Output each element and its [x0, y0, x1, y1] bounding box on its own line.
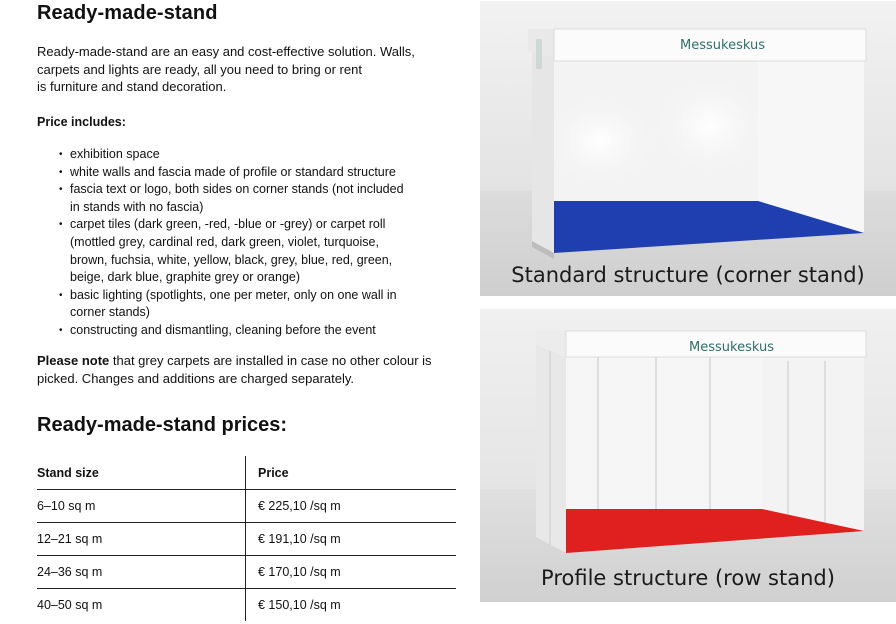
list-item-line: corner stands)	[70, 305, 150, 320]
price-includes-heading: Price includes:	[37, 115, 126, 129]
fascia-text: Messukeskus	[689, 340, 774, 355]
cell-price: € 150,10 /sq m	[246, 589, 457, 622]
standard-structure-image	[480, 1, 896, 296]
note-rest: that grey carpets are installed in case no other colour is	[109, 353, 432, 368]
profile-structure-image	[480, 309, 896, 602]
intro-paragraph	[37, 43, 452, 96]
cell-price: € 191,10 /sq m	[246, 523, 457, 556]
cell-price: € 170,10 /sq m	[246, 556, 457, 589]
list-item-line: (mottled grey, cardinal red, dark green, violet, turquoise,	[70, 234, 379, 249]
column-header-price: Price	[246, 456, 457, 490]
list-item-line: beige, dark blue, graphite grey or orange)	[70, 270, 301, 285]
list-item	[70, 216, 470, 286]
cell-price: € 225,10 /sq m	[246, 490, 457, 523]
list-item	[70, 181, 470, 216]
list-item	[70, 146, 470, 164]
list-item-line: in stands with no fascia)	[70, 199, 204, 214]
list-item-line: • fascia text or logo, both sides on corner stands (not included	[70, 182, 404, 197]
list-item	[70, 287, 470, 322]
cell-stand-size: 12–21 sq m	[37, 523, 246, 556]
intro-line: carpets and lights are ready, all you need to bring or rent	[37, 61, 362, 77]
price-table	[37, 456, 456, 621]
list-item-line: • exhibition space	[70, 147, 160, 161]
column-header-stand-size: Stand size	[37, 456, 246, 490]
list-item-line: brown, fuchsia, white, yellow, black, grey, blue, red, green,	[70, 252, 393, 267]
note-paragraph	[37, 352, 457, 387]
table-row	[37, 589, 456, 622]
note-bold: Please note	[37, 353, 110, 368]
table-row	[37, 556, 456, 589]
table-row	[37, 523, 456, 556]
list-item-line: • white walls and fascia made of profile or standard structure	[70, 164, 396, 179]
table-row	[37, 490, 456, 523]
cell-stand-size: 24–36 sq m	[37, 556, 246, 589]
note-line: picked. Changes and additions are charged separately.	[37, 370, 355, 386]
intro-line: is furniture and stand decoration.	[37, 79, 227, 94]
row-stand-illustration	[480, 309, 896, 602]
fascia-text: Messukeskus	[680, 38, 765, 53]
price-includes-list	[37, 146, 470, 340]
list-item-line: • basic lighting (spotlights, one per meter, only on one wall in	[70, 287, 397, 302]
image-caption: Profile structure (row stand)	[541, 566, 835, 590]
page-title: Ready-made-stand	[37, 2, 218, 24]
list-item-line: • constructing and dismantling, cleaning before the event	[70, 322, 376, 337]
list-item-line: • carpet tiles (dark green, -red, -blue or -grey) or carpet roll	[70, 217, 386, 232]
cell-stand-size: 6–10 sq m	[37, 490, 246, 523]
image-caption: Standard structure (corner stand)	[511, 263, 865, 287]
prices-heading: Ready-made-stand prices:	[37, 414, 288, 436]
list-item	[70, 164, 470, 182]
intro-line: Ready-made-stand are an easy and cost-effective solution. Walls,	[37, 44, 415, 59]
cell-stand-size: 40–50 sq m	[37, 598, 103, 612]
table-header-row	[37, 456, 456, 490]
note-line	[37, 352, 457, 370]
list-item	[70, 322, 470, 340]
